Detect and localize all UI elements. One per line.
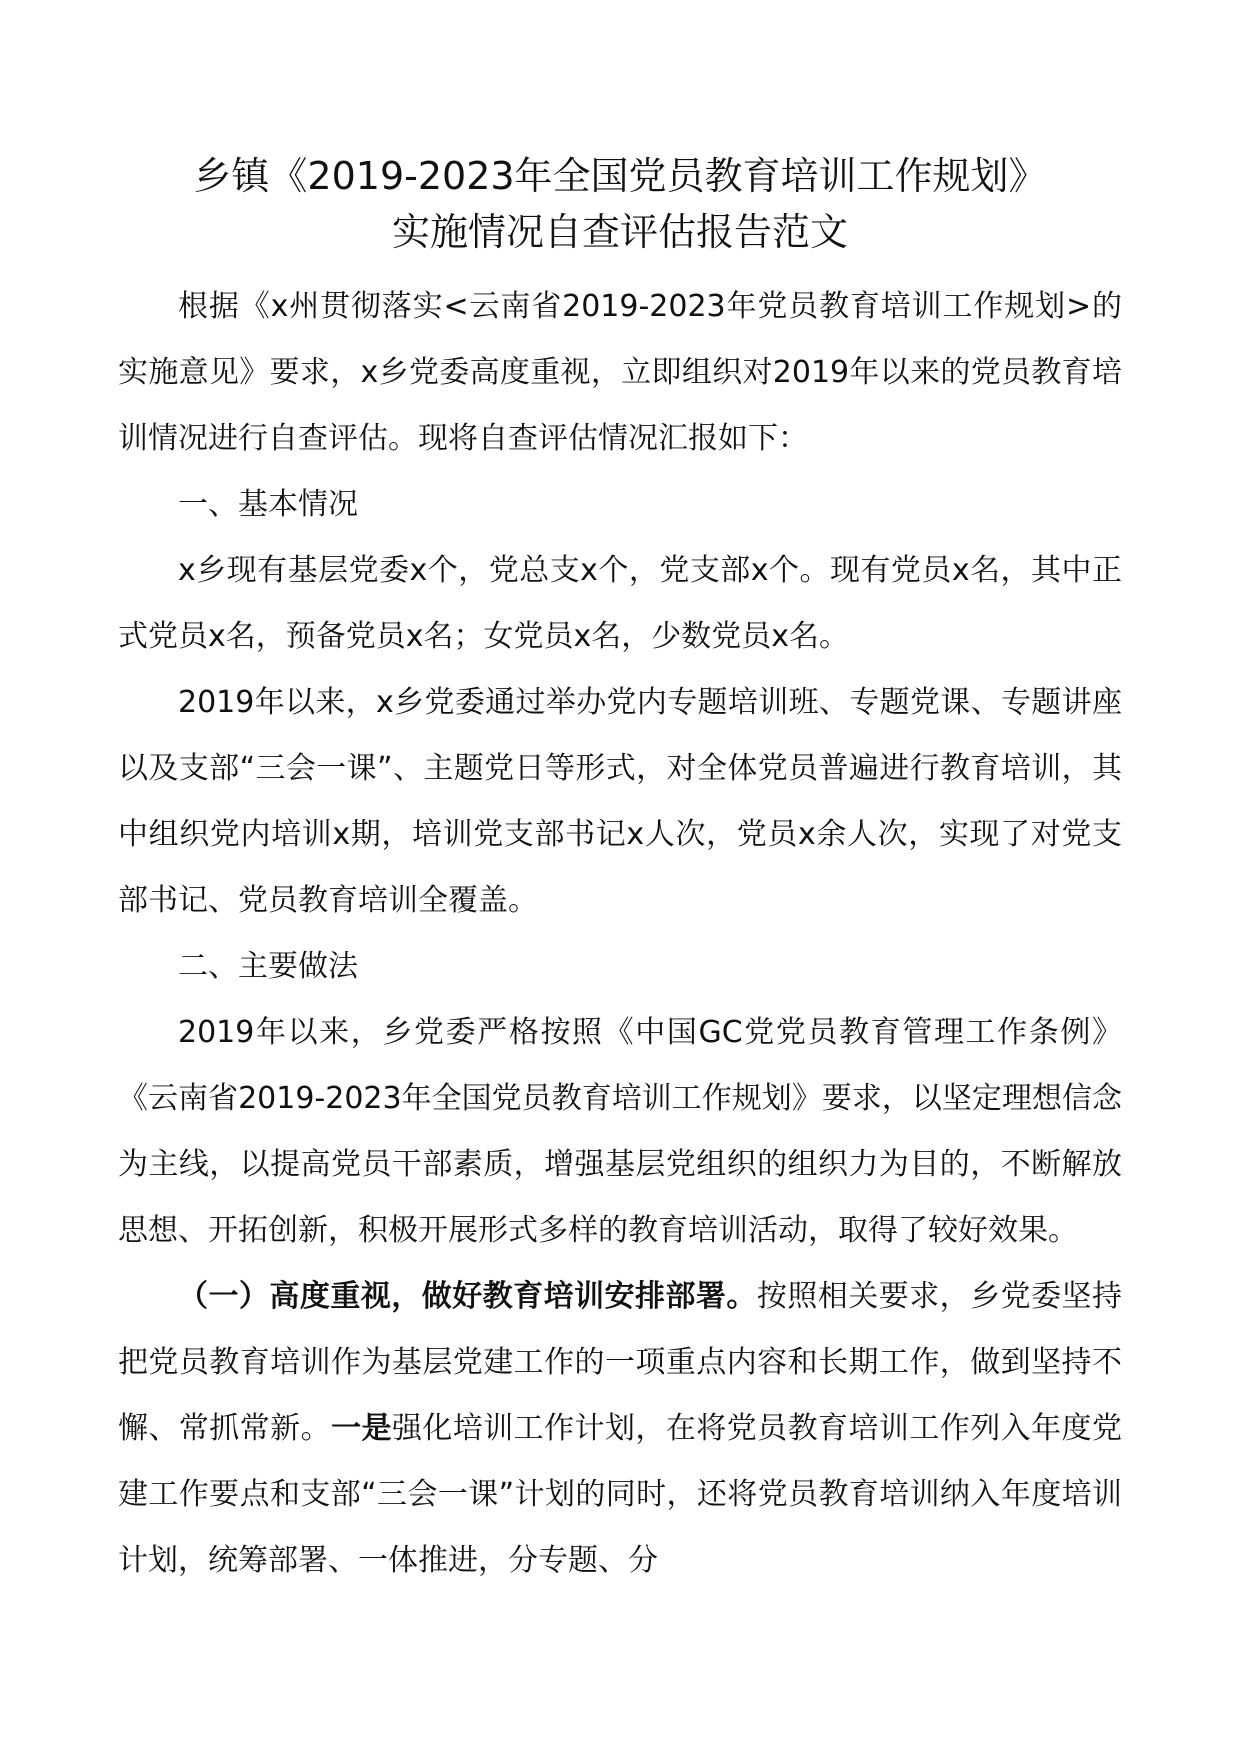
- basic-situation-paragraph-1: x乡现有基层党委x个，党总支x个，党支部x个。现有党员x名，其中正式党员x名，预备党员x名；女党员x名，少数党员x名。: [118, 553, 1122, 654]
- intro-paragraph: 根据《x州贯彻落实<云南省2019-2023年党员教育培训工作规划>的实施意见》要求，x乡党委高度重视，立即组织对2019年以来的党员教育培训情况进行自查评估。现将自查评估情况汇报如下：: [118, 289, 1122, 456]
- subsection-1-heading: （一）高度重视，做好教育培训安排部署。: [178, 1279, 757, 1314]
- document-title: [118, 148, 1122, 260]
- document-body: [118, 274, 1122, 1594]
- subsection-1-point-one: 一是: [331, 1411, 392, 1446]
- section-heading-basic: 一、基本情况: [178, 487, 358, 522]
- title-line-2: 实施情况自查评估报告范文: [391, 210, 848, 254]
- title-line-1: 乡镇《2019-2023年全国党员教育培训工作规划》: [193, 154, 1047, 198]
- basic-situation-paragraph-2: 2019年以来，x乡党委通过举办党内专题培训班、专题党课、专题讲座以及支部“三会一课”、主题党日等形式，对全体党员普遍进行教育培训，其中组织党内培训x期，培训党支部书记x人次，党员x余人次，实现了对党支部书记、党员教育培训全覆盖。: [118, 685, 1122, 918]
- subsection-1-text-a: 按照相关要求，乡党委坚持把党员教育培训作为基层党建工作的一项重点内容和长期工作，做到坚持不懈、常抓常新。: [118, 1279, 1123, 1446]
- practices-paragraph: 2019年以来，乡党委严格按照《中国GC党党员教育管理工作条例》《云南省2019-2023年全国党员教育培训工作规划》要求，以坚定理想信念为主线，以提高党员干部素质，增强基层党组织的组织力为目的，不断解放思想、开拓创新，积极开展形式多样的教育培训活动，取得了较好效果。: [118, 1015, 1122, 1248]
- subsection-1-text-c: 强化培训工作计划，在将党员教育培训工作列入年度党建工作要点和支部“三会一课”计划的同时，还将党员教育培训纳入年度培训计划，统筹部署、一体推进，分专题、分: [118, 1411, 1122, 1578]
- section-heading-practices: 二、主要做法: [178, 949, 358, 984]
- subsection-1-paragraph: [118, 1264, 1122, 1594]
